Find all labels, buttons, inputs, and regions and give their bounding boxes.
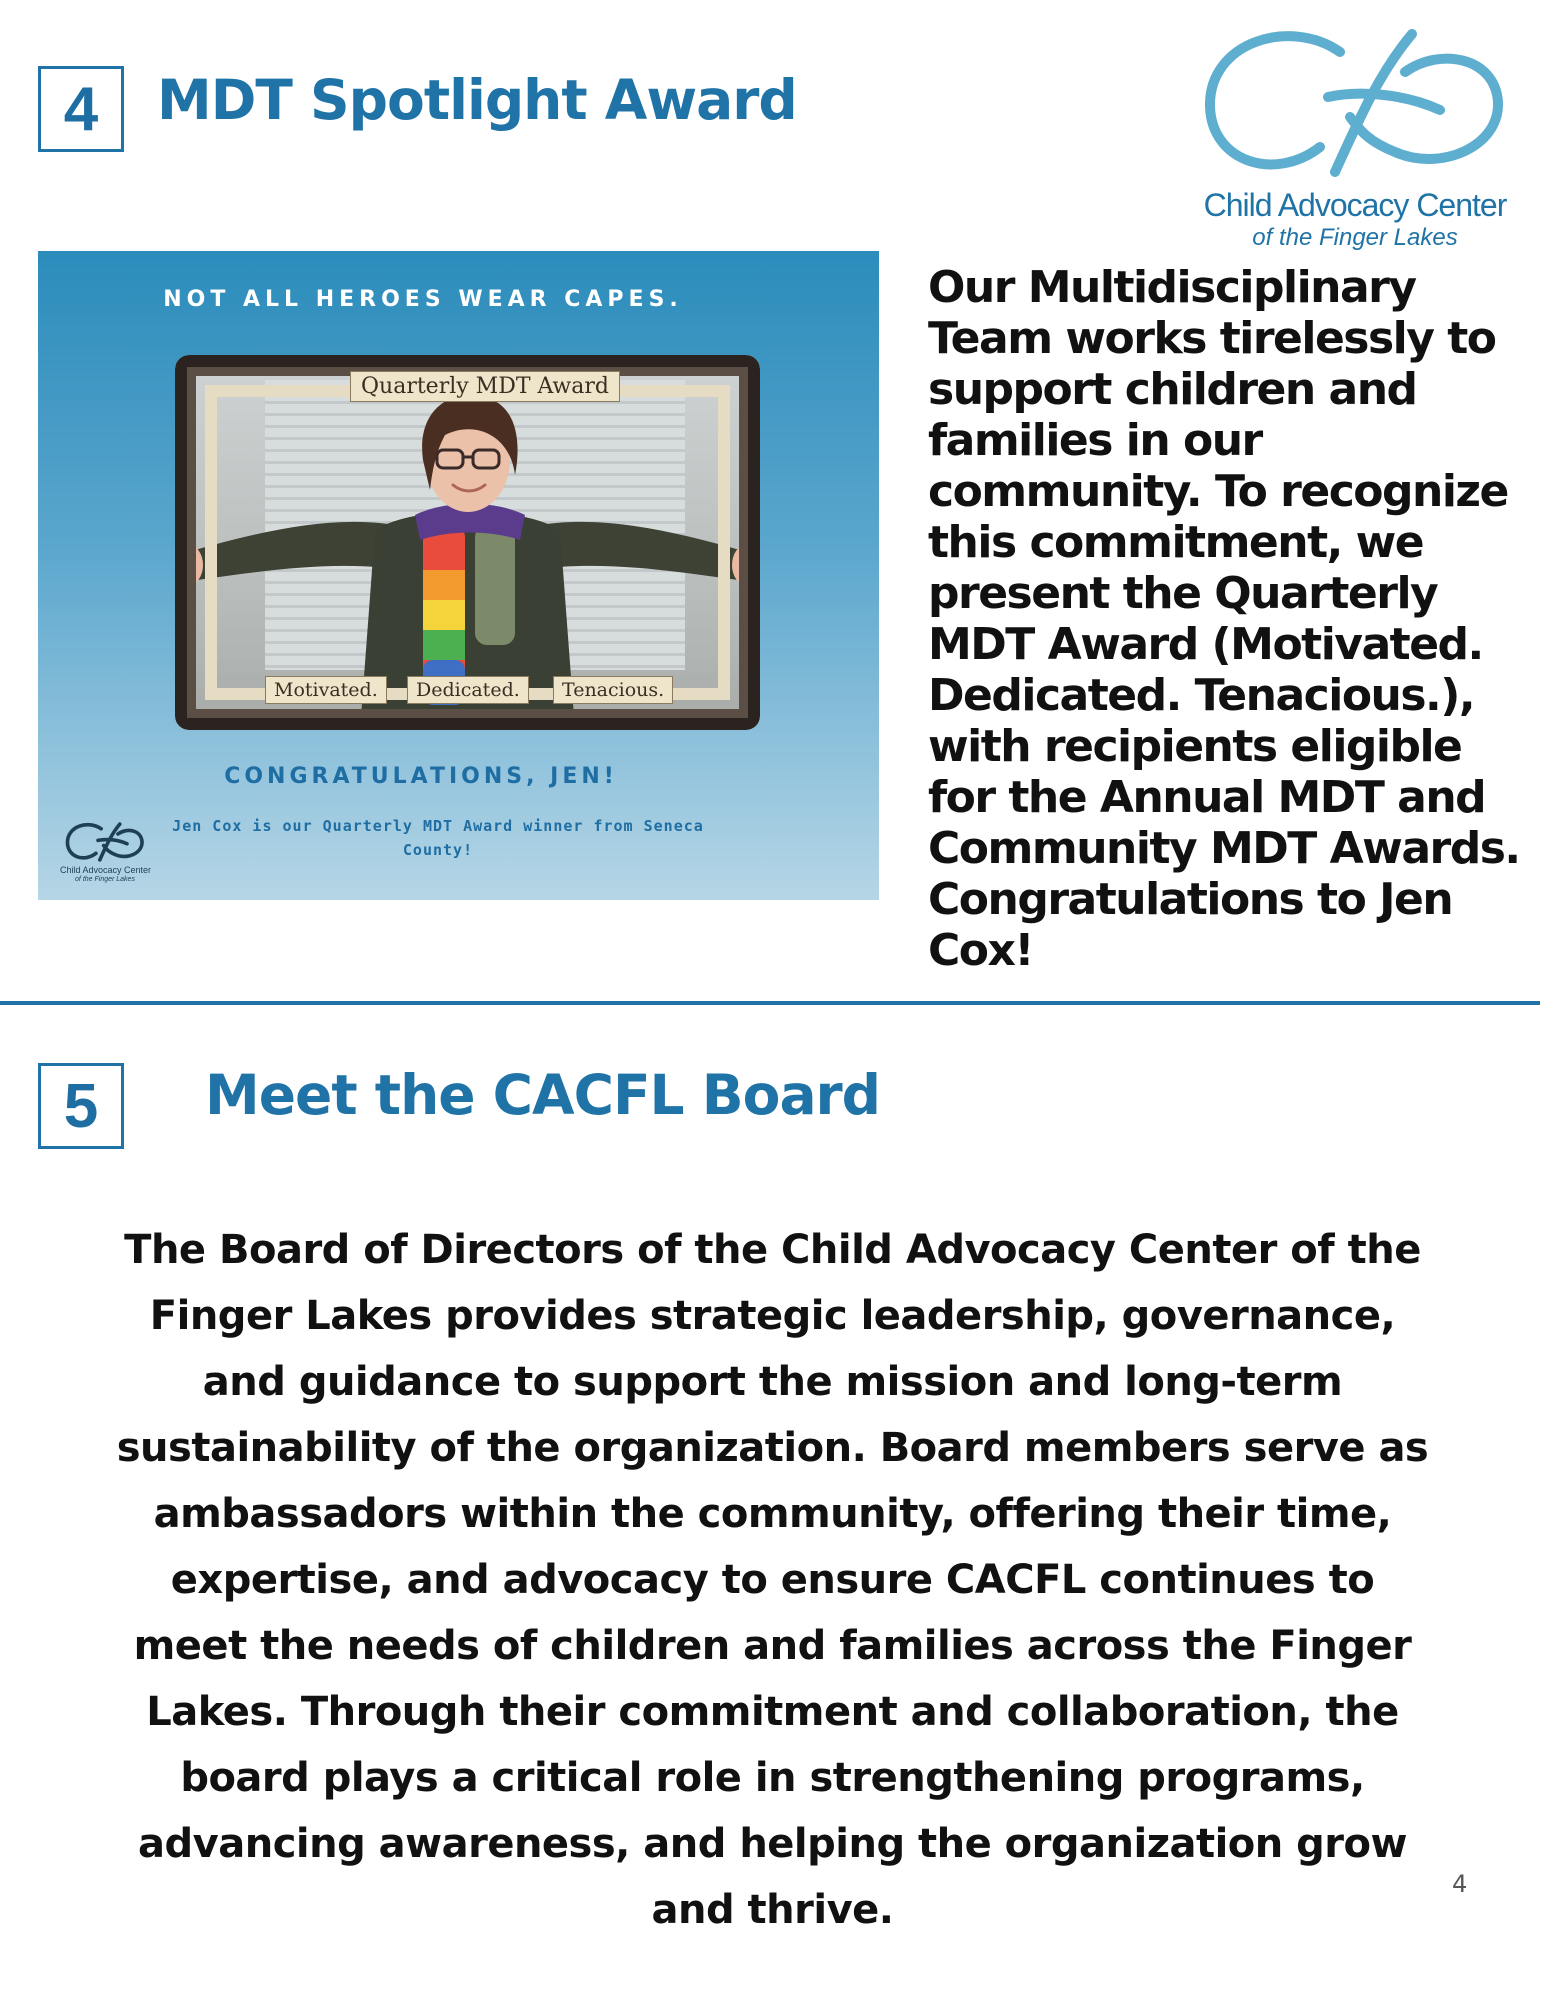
graphic-headline: NOT ALL HEROES WEAR CAPES. <box>163 287 683 312</box>
section-number: 4 <box>63 74 99 144</box>
award-graphic <box>38 251 879 900</box>
section-number-box <box>38 1063 124 1149</box>
section-title: Meet the CACFL Board <box>205 1063 881 1127</box>
graphic-logo-subtitle: of the Finger Lakes <box>75 876 135 883</box>
page-number: 4 <box>1452 1870 1468 1898</box>
logo-subtitle: of the Finger Lakes <box>1252 224 1458 251</box>
plaque-word: Dedicated. <box>407 676 529 704</box>
section-number: 5 <box>63 1071 99 1141</box>
cac-logo-icon <box>1190 22 1520 192</box>
graphic-congrats: CONGRATULATIONS, JEN! <box>224 764 618 789</box>
plaque-word: Motivated. <box>265 676 387 704</box>
award-description: Our Multidisciplinary Team works tirelessly to support children and families in our community. To recognize this commitment, we present the Quarterly MDT Award (Motivated. Dedicated. Tenacious.), with recipients eligible for the Annual MDT and Community MDT Awards. Congratulations to Jen Cox! <box>928 262 1520 976</box>
section-title: MDT Spotlight Award <box>157 68 797 132</box>
frame-mat <box>205 385 730 700</box>
graphic-caption: Jen Cox is our Quarterly MDT Award winner from Seneca County! <box>172 817 704 859</box>
plaque-word: Tenacious. <box>553 676 673 704</box>
section-number-box <box>38 66 124 152</box>
plaque-award-title: Quarterly MDT Award <box>350 371 620 402</box>
board-description: The Board of Directors of the Child Advocacy Center of the Finger Lakes provides strategic leadership, governance, and guidance to support the mission and long-term sustainability of the organization. Board members serve as ambassadors within the community, offering their time, expertise, and advocacy to ensure CACFL continues to meet the needs of children and families across the Finger Lakes. Through their commitment and collaboration, the board plays a critical role in strengthening programs, advancing awareness, and helping the organization grow and thrive. <box>116 1227 1429 1933</box>
logo-name: Child Advocacy Center <box>1203 187 1507 223</box>
graphic-logo-name: Child Advocacy Center <box>60 865 152 875</box>
section-divider <box>0 1001 1540 1005</box>
graphic-logo <box>60 821 150 891</box>
organization-logo <box>1190 22 1520 262</box>
award-photo <box>175 355 760 730</box>
cac-logo-small-icon <box>60 821 150 865</box>
